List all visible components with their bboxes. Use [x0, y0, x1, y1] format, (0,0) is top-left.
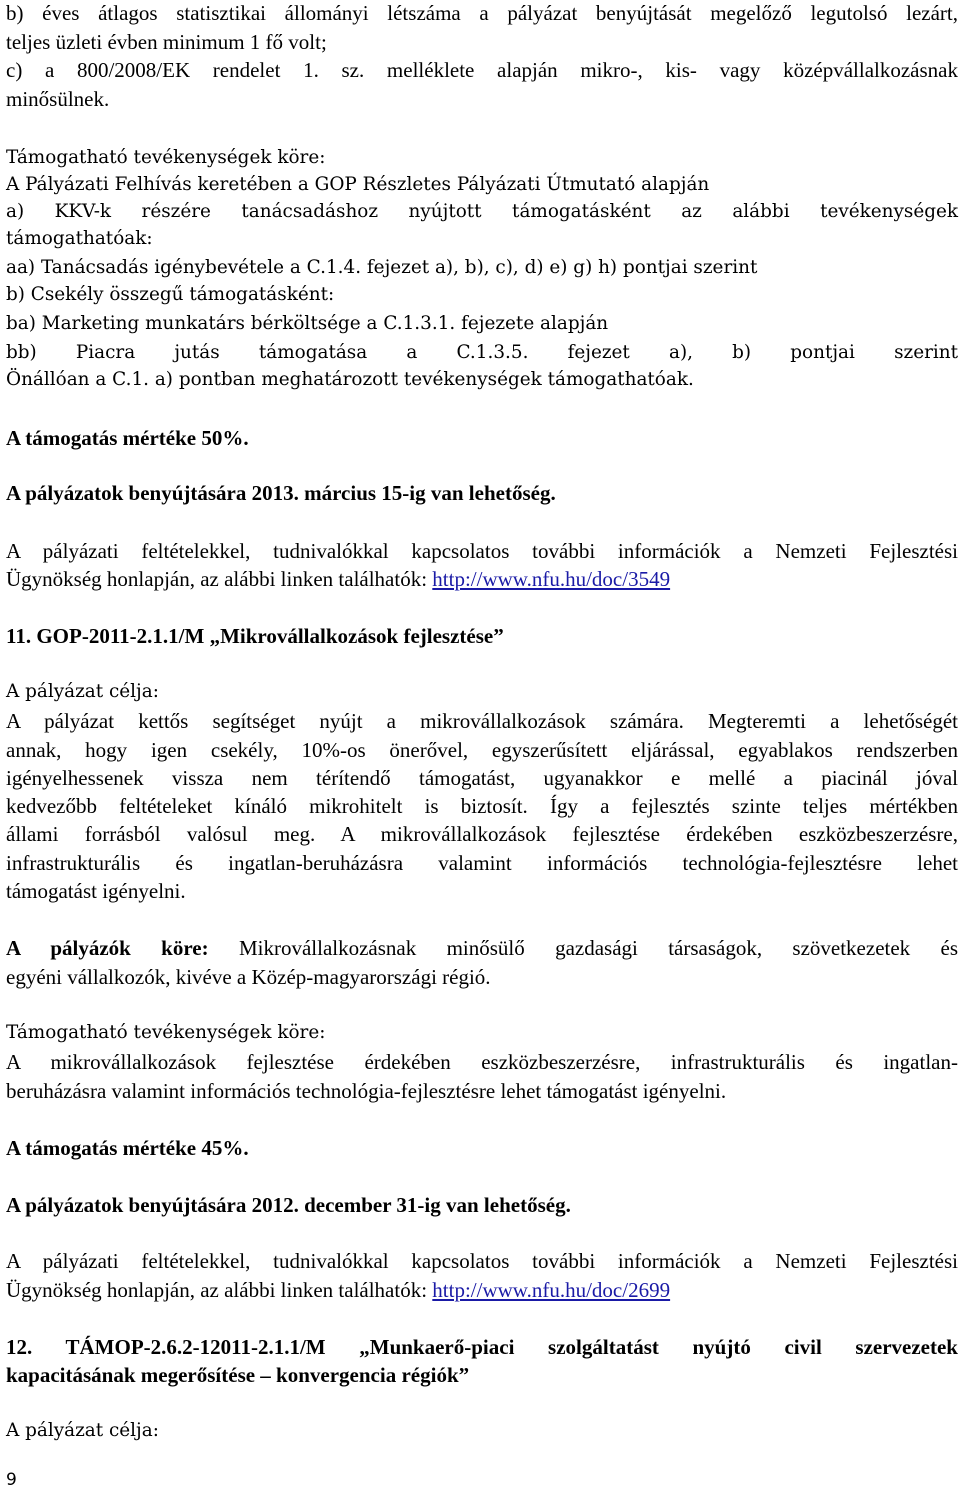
s11-info-line2	[6, 1277, 670, 1303]
s11-goal-line: állami forrásból valósul meg. A mikrovállalkozások fejlesztése érdekében eszközbeszerzésre,	[6, 822, 958, 846]
s10-activities-line: A Pályázati Felhívás keretében a GOP Részletes Pályázati Útmutató alapján	[6, 174, 710, 195]
s11-support-rate: A támogatás mértéke 45%.	[6, 1136, 249, 1160]
s11-goal-line: kedvezőbb feltételeket kínáló mikrohitelt is biztosít. Így a fejlesztés szinte teljes mértékben	[6, 794, 958, 818]
s11-info-line1: A pályázati feltételekkel, tudnivalókkal kapcsolatos további információk a Nemzeti Fejlesztési	[6, 1249, 958, 1273]
s11-applicants-line1	[6, 935, 958, 961]
s11-goal-line: igényelhessenek vissza nem térítendő támogatást, ugyanakkor e mellé a piacinál jóval	[6, 766, 958, 790]
s11-activities-line1: A mikrovállalkozások fejlesztése érdekében eszközbeszerzésre, infrastrukturális és ingatlan-	[6, 1050, 958, 1074]
eligibility-item-b-line1: b) éves átlagos statisztikai állományi létszáma a pályázat benyújtását megelőző legutolsó lezárt,	[6, 1, 958, 25]
s11-applicants-text: Mikrovállalkozásnak minősülő gazdasági társaságok, szövetkezetek és	[208, 936, 958, 960]
s10-deadline: A pályázatok benyújtására 2013. március 15-ig van lehetőség.	[6, 481, 556, 505]
s11-activities-heading: Támogatható tevékenységek köre:	[6, 1022, 326, 1043]
s10-activities-line: támogathatóak:	[6, 228, 153, 249]
s11-info-text: Ügynökség honlapján, az alábbi linken találhatók:	[6, 1278, 433, 1302]
s10-activities-line: b) Csekély összegű támogatásként:	[6, 284, 335, 305]
s11-goal-line: támogatást igényelni.	[6, 879, 186, 903]
s10-info-link[interactable]: http://www.nfu.hu/doc/3549	[432, 567, 671, 591]
s11-goal-line: A pályázat kettős segítséget nyújt a mikrovállalkozások számára. Megteremti a lehetőségét	[6, 709, 958, 733]
s10-activities-heading: Támogatható tevékenységek köre:	[6, 147, 326, 168]
s12-goal-heading: A pályázat célja:	[6, 1420, 159, 1441]
s10-activities-line: a) KKV-k részére tanácsadáshoz nyújtott támogatásként az alábbi tevékenységek	[6, 201, 958, 222]
eligibility-item-b-line2: teljes üzleti évben minimum 1 fő volt;	[6, 30, 327, 54]
s11-goal-line: infrastrukturális és ingatlan-beruházásra valamint információs technológia-fejlesztésre lehet	[6, 851, 958, 875]
s11-activities-line2: beruházásra valamint információs technológia-fejlesztésre lehet támogatást igényelni.	[6, 1079, 727, 1103]
s10-info-text: Ügynökség honlapján, az alábbi linken találhatók:	[6, 567, 433, 591]
s11-info-link[interactable]: http://www.nfu.hu/doc/2699	[432, 1278, 671, 1302]
s10-activities-line: bb) Piacra jutás támogatása a C.1.3.5. fejezet a), b) pontjai szerint	[6, 342, 958, 363]
s10-support-rate: A támogatás mértéke 50%.	[6, 426, 249, 450]
s11-goal-line: annak, hogy igen csekély, 10%-os önerővel, egyszerűsített eljárással, egyablakos rendszerben	[6, 738, 958, 762]
s12-title-line2: kapacitásának megerősítése – konvergencia régiók”	[6, 1363, 470, 1387]
s11-applicants-label: A pályázók köre:	[6, 936, 209, 960]
s11-goal-heading: A pályázat célja:	[6, 681, 159, 702]
page-number: 9	[6, 1470, 17, 1490]
s11-applicants-line2: egyéni vállalkozók, kivéve a Közép-magyarországi régió.	[6, 965, 491, 989]
s10-activities-line: Önállóan a C.1. a) pontban meghatározott tevékenységek támogathatóak.	[6, 369, 694, 390]
s12-title-line1: 12. TÁMOP-2.6.2-12011-2.1.1/M „Munkaerő-piaci szolgáltatást nyújtó civil szervezetek	[6, 1335, 958, 1359]
s10-activities-line: aa) Tanácsadás igénybevétele a C.1.4. fejezet a), b), c), d) e) g) h) pontjai szerint	[6, 257, 758, 278]
eligibility-item-c-line1: c) a 800/2008/EK rendelet 1. sz. melléklete alapján mikro-, kis- vagy középvállalkozásnak	[6, 58, 958, 82]
s10-activities-line: ba) Marketing munkatárs bérköltsége a C.1.3.1. fejezete alapján	[6, 313, 609, 334]
s10-info-line2	[6, 566, 670, 592]
s11-title: 11. GOP-2011-2.1.1/M „Mikrovállalkozások fejlesztése”	[6, 624, 504, 648]
s10-info-line1: A pályázati feltételekkel, tudnivalókkal kapcsolatos további információk a Nemzeti Fejlesztési	[6, 539, 958, 563]
s11-deadline: A pályázatok benyújtására 2012. december 31-ig van lehetőség.	[6, 1193, 571, 1217]
eligibility-item-c-line2: minősülnek.	[6, 87, 110, 111]
